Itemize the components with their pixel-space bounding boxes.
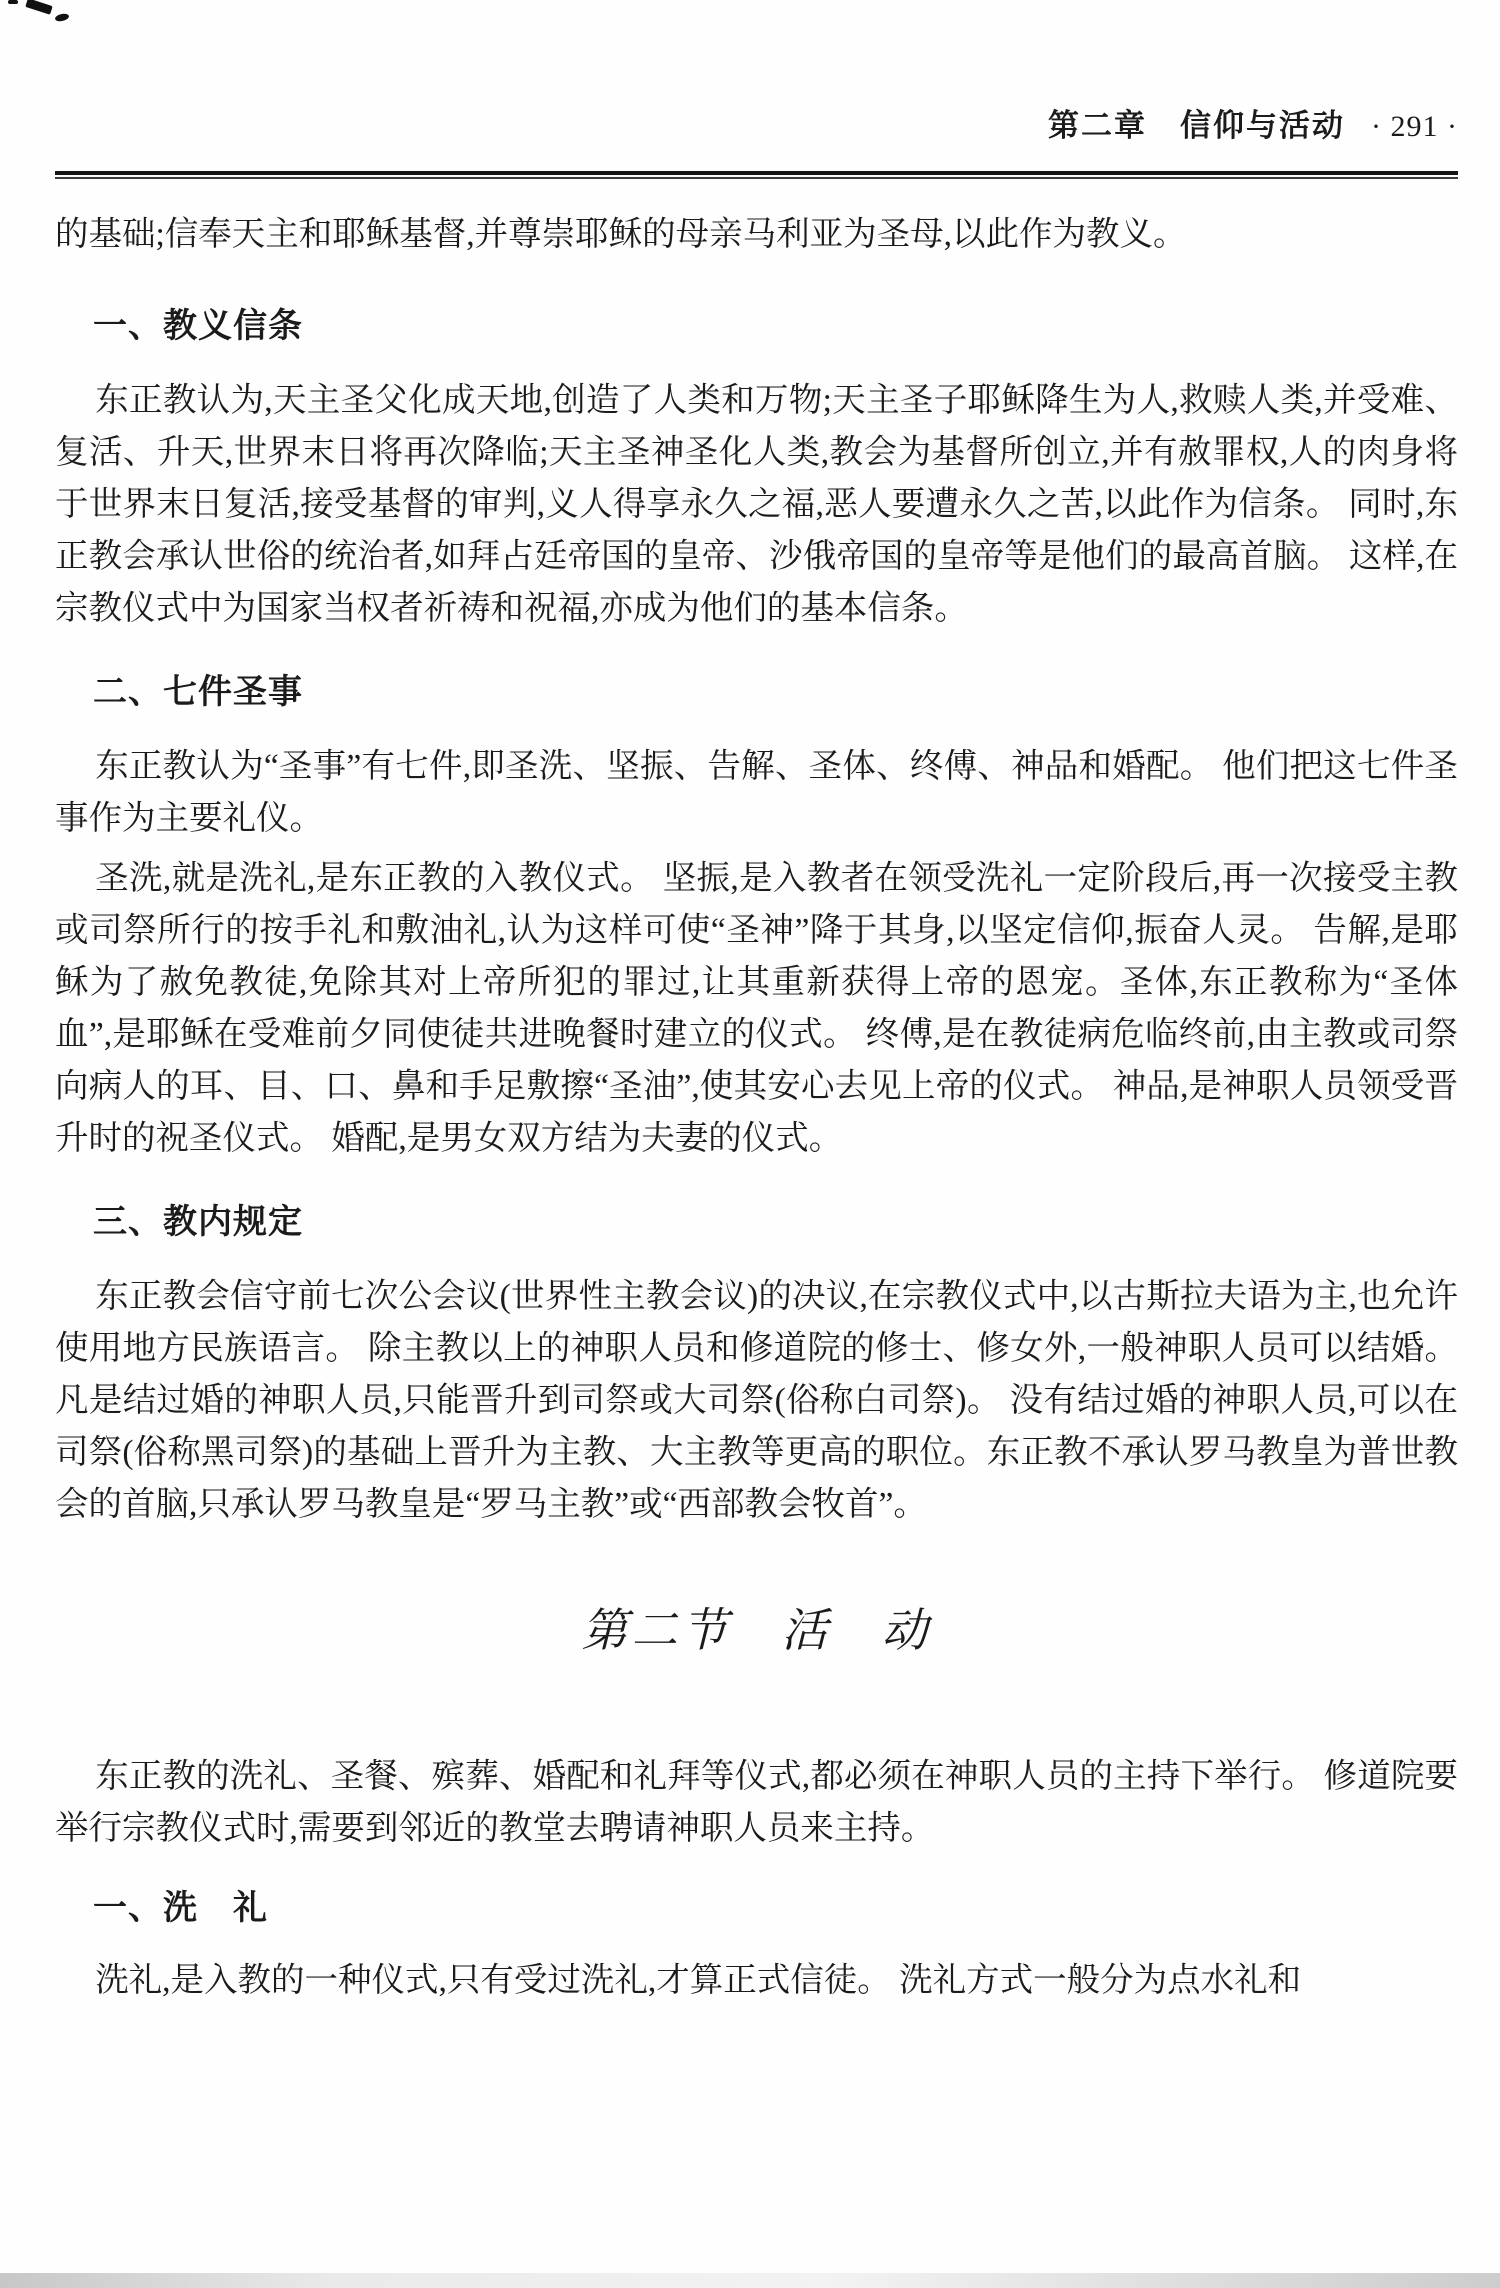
- section-heading-rules: 三、教内规定: [93, 1203, 303, 1241]
- page-number: · 291 ·: [1371, 110, 1458, 143]
- section-heading-doctrine: 一、教义信条: [93, 307, 303, 345]
- chapter-section-title: 第二节 活 动: [581, 1605, 932, 1656]
- scan-artifact: [8, 0, 18, 4]
- paragraph-rules: 东正教会信守前七次公会议(世界性主教会议)的决议,在宗教仪式中,以古斯拉夫语为主,也允许使用地方民族语言。 除主教以上的神职人员和修道院的修士、修女外,一般神职人员可以结婚。 凡是结过婚的神职人员,只能晋升到司祭或大司祭(俗称白司祭)。 没有结过婚的神职人员,可以在司祭(俗称黑司祭)的基础上晋升为主教、大主教等更高的职位。东正教不承认罗马教皇为普世教会的首脑,只承认罗马教皇是“罗马主教”或“西部教会牧首”。: [55, 1278, 1458, 1523]
- paragraph-activities-intro: 东正教的洗礼、圣餐、殡葬、婚配和礼拜等仪式,都必须在神职人员的主持下举行。 修道院要举行宗教仪式时,需要到邻近的教堂去聘请神职人员来主持。: [55, 1758, 1458, 1847]
- chapter-title: 第二章 信仰与活动: [1048, 108, 1346, 143]
- page-content: [55, 0, 1458, 2007]
- paragraph-sacraments-intro: 东正教认为“圣事”有七件,即圣洗、坚振、告解、圣体、终傅、神品和婚配。 他们把这七件圣事作为主要礼仪。: [55, 748, 1458, 837]
- header-rule: [55, 171, 1458, 179]
- carryover-paragraph: 的基础;信奉天主和耶稣基督,并尊崇耶稣的母亲马利亚为圣母,以此作为教义。: [55, 216, 1187, 253]
- section-heading-baptism: 一、洗 礼: [93, 1889, 268, 1927]
- scan-artifact-bottom-bar: [0, 2273, 1500, 2288]
- paragraph-baptism: 洗礼,是入教的一种仪式,只有受过洗礼,才算正式信徒。 洗礼方式一般分为点水礼和: [95, 1962, 1302, 1999]
- section-heading-sacraments: 二、七件圣事: [93, 673, 303, 711]
- paragraph-doctrine: 东正教认为,天主圣父化成天地,创造了人类和万物;天主圣子耶稣降生为人,救赎人类,并受难、复活、升天,世界末日将再次降临;天主圣神圣化人类,教会为基督所创立,并有赦罪权,人的肉身将于世界末日复活,接受基督的审判,义人得享永久之福,恶人要遭永久之苦,以此作为信条。 同时,东正教会承认世俗的统治者,如拜占廷帝国的皇帝、沙俄帝国的皇帝等是他们的最高首脑。 这样,在宗教仪式中为国家当权者祈祷和祝福,亦成为他们的基本信条。: [55, 382, 1458, 627]
- scan-artifact: [25, 0, 53, 15]
- paragraph-sacraments-detail: 圣洗,就是洗礼,是东正教的入教仪式。 坚振,是入教者在领受洗礼一定阶段后,再一次接受主教或司祭所行的按手礼和敷油礼,认为这样可使“圣神”降于其身,以坚定信仰,振奋人灵。 告解,是耶稣为了赦免教徒,免除其对上帝所犯的罪过,让其重新获得上帝的恩宠。圣体,东正教称为“圣体血”,是耶稣在受难前夕同使徒共进晚餐时建立的仪式。 终傅,是在教徒病危临终前,由主教或司祭向病人的耳、目、口、鼻和手足敷擦“圣油”,使其安心去见上帝的仪式。 神品,是神职人员领受晋升时的祝圣仪式。 婚配,是男女双方结为夫妻的仪式。: [55, 860, 1458, 1157]
- running-head: [55, 0, 1458, 145]
